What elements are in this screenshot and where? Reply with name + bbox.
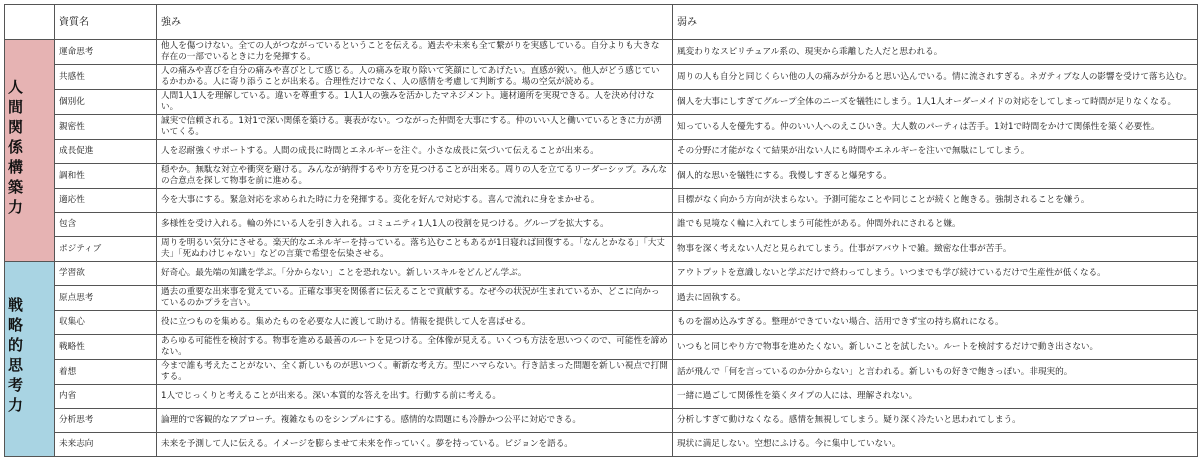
talent-name: 適応性 bbox=[55, 189, 157, 213]
talent-name: 学習欲 bbox=[55, 262, 157, 286]
table-row bbox=[5, 237, 1198, 262]
talent-weakness: 一緒に過ごして関係性を築くタイプの人には、理解されない。 bbox=[673, 385, 1198, 409]
talent-weakness: 誰でも見境なく輪に入れてしまう可能性がある。仲間外れにされると嫌。 bbox=[673, 213, 1198, 237]
table-row bbox=[5, 189, 1198, 213]
corner-cell bbox=[5, 5, 55, 40]
table-row bbox=[5, 213, 1198, 237]
header-strength: 強み bbox=[157, 5, 673, 40]
talent-strength: 論理的で客観的なアプローチ。複雑なものをシンプルにする。感情的な問題にも冷静かつ公平に対応できる。 bbox=[157, 409, 673, 433]
header-row bbox=[5, 5, 1198, 40]
talent-strength: 穏やか。無駄な対立や衝突を避ける。みんなが納得するやり方を見つけることが出来る。周りの人を立てるリーダーシップ。みんなの合意点を探して物事を前に進める。 bbox=[157, 164, 673, 189]
talent-strength: 人間1人1人を理解している。違いを尊重する。1人1人の強みを活かしたマネジメント。適材適所を実現できる。人を決め付けない。 bbox=[157, 90, 673, 115]
talent-name: 運命思考 bbox=[55, 40, 157, 65]
talent-name: 共感性 bbox=[55, 65, 157, 90]
talent-name: ポジティブ bbox=[55, 237, 157, 262]
talent-weakness: アウトプットを意識しないと学ぶだけで終わってしまう。いつまでも学び続けているだけで生産性が低くなる。 bbox=[673, 262, 1198, 286]
talent-strength: 役に立つものを集める。集めたものを必要な人に渡して助ける。情報を提供して人を喜ばせる。 bbox=[157, 311, 673, 335]
talent-weakness: 物事を深く考えない人だと見られてしまう。仕事がアバウトで雑。緻密な仕事が苦手。 bbox=[673, 237, 1198, 262]
talent-name: 原点思考 bbox=[55, 286, 157, 311]
talent-weakness: 個人的な思いを犠牲にする。我慢しすぎると爆発する。 bbox=[673, 164, 1198, 189]
table-row bbox=[5, 286, 1198, 311]
talent-strength: 人の痛みや喜びを自分の痛みや喜びとして感じる。人の痛みを取り除いて笑顔にしてあげたい。直感が鋭い。他人がどう感じているかわかる。人に寄り添うことが出来る。合理性だけでなく、人の感情を考慮して判断する。場の空気が読める。 bbox=[157, 65, 673, 90]
talent-name: 未来志向 bbox=[55, 433, 157, 457]
strengths-table bbox=[4, 4, 1198, 457]
talent-strength: 多様性を受け入れる。輪の外にいる人を引き入れる。コミュニティ1人1人の役割を見つける。グループを拡大する。 bbox=[157, 213, 673, 237]
talent-strength: あらゆる可能性を検討する。物事を進める最善のルートを見つける。全体像が見える。いくつも方法を思いつくので、可能性を諦めない。 bbox=[157, 335, 673, 360]
table-row bbox=[5, 335, 1198, 360]
talent-weakness: 知っている人を優先する。仲のいい人へのえこひいき。大人数のパーティは苦手。1対1で時間をかけて関係性を築く必要性。 bbox=[673, 115, 1198, 140]
talent-strength: 人を忍耐強くサポートする。人間の成長に時間とエネルギーを注ぐ。小さな成長に気づいて伝えることが出来る。 bbox=[157, 140, 673, 164]
table-row bbox=[5, 311, 1198, 335]
talent-name: 個別化 bbox=[55, 90, 157, 115]
table-row bbox=[5, 164, 1198, 189]
table-row bbox=[5, 90, 1198, 115]
talent-name: 成長促進 bbox=[55, 140, 157, 164]
talent-weakness: ものを溜め込みすぎる。整理ができていない場合、活用できず宝の持ち腐れになる。 bbox=[673, 311, 1198, 335]
talent-weakness: 分析しすぎて動けなくなる。感情を無視してしまう。疑り深く冷たいと思われてしまう。 bbox=[673, 409, 1198, 433]
category-label: 戦略的思考力 bbox=[6, 297, 24, 417]
talent-name: 収集心 bbox=[55, 311, 157, 335]
talent-name: 内省 bbox=[55, 385, 157, 409]
table-row bbox=[5, 115, 1198, 140]
category-strategic bbox=[5, 262, 55, 457]
header-weakness: 弱み bbox=[673, 5, 1198, 40]
table-row bbox=[5, 40, 1198, 65]
talent-weakness: その分野に才能がなくて結果が出ない人にも時間やエネルギーを注いで無駄にしてしまう。 bbox=[673, 140, 1198, 164]
table-row bbox=[5, 409, 1198, 433]
table-row bbox=[5, 433, 1198, 457]
header-name: 資質名 bbox=[55, 5, 157, 40]
talent-strength: 1人でじっくりと考えることが出来る。深い本質的な答えを出す。行動する前に考える。 bbox=[157, 385, 673, 409]
talent-weakness: 周りの人も自分と同じくらい他の人の痛みが分かると思い込んでいる。情に流されすぎる。ネガティブな人の影響を受けて落ち込む。 bbox=[673, 65, 1198, 90]
talent-name: 調和性 bbox=[55, 164, 157, 189]
table-row bbox=[5, 262, 1198, 286]
talent-strength: 過去の重要な出来事を覚えている。正確な事実を関係者に伝えることで貢献する。なぜ今の状況が生まれているか、どこに向かっているのかプラを言い。 bbox=[157, 286, 673, 311]
category-relationship bbox=[5, 40, 55, 262]
table-row bbox=[5, 65, 1198, 90]
table-row bbox=[5, 385, 1198, 409]
table-row bbox=[5, 360, 1198, 385]
category-label: 人間関係構築力 bbox=[6, 78, 24, 219]
talent-name: 分析思考 bbox=[55, 409, 157, 433]
talent-weakness: 風変わりなスピリチュアル系の、現実から乖離した人だと思われる。 bbox=[673, 40, 1198, 65]
table-row bbox=[5, 140, 1198, 164]
talent-strength: 誠実で信頼される。1対1で深い関係を築ける。裏表がない。つながった仲間を大事にする。仲のいい人と働いているときに力が湧いてくる。 bbox=[157, 115, 673, 140]
talent-weakness: 過去に固執する。 bbox=[673, 286, 1198, 311]
talent-weakness: 目標がなく向かう方向が決まらない。予測可能なことや同じことが続くと飽きる。強制されることを嫌う。 bbox=[673, 189, 1198, 213]
talent-name: 着想 bbox=[55, 360, 157, 385]
talent-weakness: 現状に満足しない。空想にふける。今に集中していない。 bbox=[673, 433, 1198, 457]
talent-strength: 今まで誰も考えたことがない、全く新しいものが思いつく。斬新な考え方。型にハマらない。行き詰まった問題を新しい視点で打開する。 bbox=[157, 360, 673, 385]
talent-name: 親密性 bbox=[55, 115, 157, 140]
talent-strength: 未来を予測して人に伝える。イメージを膨らませて未来を作っていく。夢を持っている。ビジョンを語る。 bbox=[157, 433, 673, 457]
talent-name: 包含 bbox=[55, 213, 157, 237]
talent-strength: 今を大事にする。緊急対応を求められた時に力を発揮する。変化を好んで対応する。喜んで流れに身をまかせる。 bbox=[157, 189, 673, 213]
talent-name: 戦略性 bbox=[55, 335, 157, 360]
talent-strength: 他人を傷つけない。全ての人がつながっているということを伝える。過去や未来も全て繋がりを実感している。自分よりも大きな存在の一部でいるときに力を発揮する。 bbox=[157, 40, 673, 65]
talent-weakness: 話が飛んで「何を言っているのか分からない」と言われる。新しいもの好きで飽きっぽい。非現実的。 bbox=[673, 360, 1198, 385]
talent-weakness: 個人を大事にしすぎてグループ全体のニーズを犠牲にしまう。1人1人オーダーメイドの対応をしてしまって時間が足りなくなる。 bbox=[673, 90, 1198, 115]
talent-weakness: いつもと同じやり方で物事を進めたくない。新しいことを試したい。ルートを検討するだけで動き出さない。 bbox=[673, 335, 1198, 360]
talent-strength: 好奇心。最先端の知識を学ぶ。「分からない」ことを恐れない。新しいスキルをどんどん学ぶ。 bbox=[157, 262, 673, 286]
talent-strength: 周りを明るい気分にさせる。楽天的なエネルギーを持っている。落ち込むこともあるが1日寝れば回復する。「なんとかなる」「大丈夫」「死ぬわけじゃない」などの言葉で希望を伝染させる。 bbox=[157, 237, 673, 262]
